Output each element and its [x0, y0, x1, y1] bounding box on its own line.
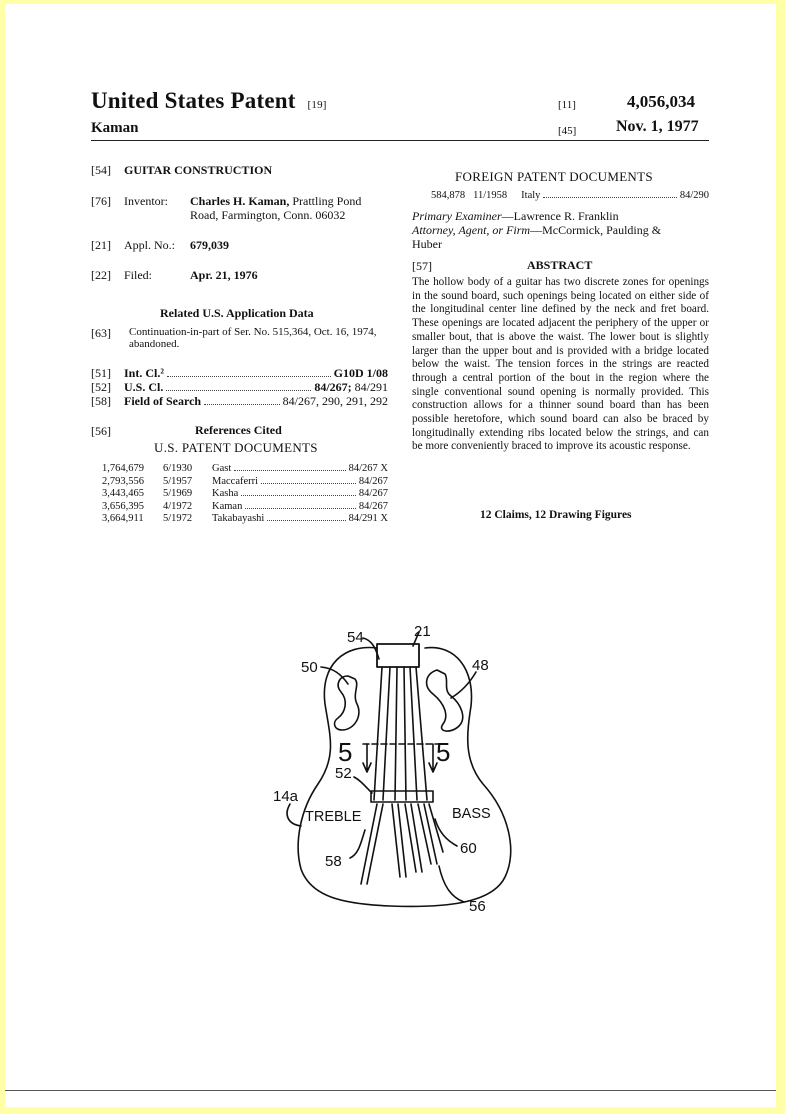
- attorney-label: Attorney, Agent, or Firm: [412, 223, 531, 237]
- inventor-inid: [76]: [91, 194, 111, 208]
- reference-number: 3,664,911: [102, 513, 144, 525]
- brace-5: [429, 804, 443, 852]
- brace-4: [418, 804, 437, 864]
- refs-heading: References Cited: [195, 423, 282, 437]
- us-cl-value: 84/291: [354, 380, 388, 394]
- foreign-date: 11/1958: [473, 190, 508, 201]
- brace-1: [361, 804, 383, 884]
- int-cl-inid: [51]: [91, 366, 111, 380]
- inventor-label: Inventor:: [124, 194, 168, 208]
- leader-60: [435, 819, 457, 846]
- foreign-class: 84/290: [679, 190, 709, 201]
- filed-label: Filed:: [124, 268, 153, 282]
- abstract-text: The hollow body of a guitar has two discrete zones for openings in the sound board, such openings being located on either side of the longitudinal center line defined by the neck and fret board. These openings are located adjacent the periphery of the upper or smaller bout, that is above the waist. The lower bout is slightly larger than the upper bout and is provided with a bridge located below the waist. The tension forces in the strings are reacted through a central portion of the bout in the region where the single conventional sound opening is normally provided. This construction allows for a thinner sound board than has been possible heretofore, which sound board can also be braced by longitudinally extending ribs located below the strings, and can be more conveniently braced to improve its acoustic response.: [412, 276, 709, 453]
- patent-date: Nov. 1, 1977: [616, 118, 699, 135]
- reference-class: 84/267: [358, 488, 388, 500]
- ref-60: 60: [460, 840, 477, 857]
- reference-number: 3,656,395: [102, 500, 144, 512]
- int-cl-value: G10D 1/08: [333, 366, 388, 380]
- reference-date: 6/1930: [163, 463, 193, 474]
- string-5: [410, 667, 417, 800]
- ref-5-left: 5: [338, 737, 353, 767]
- string-4: [404, 667, 406, 800]
- reference-name: Takabayashi: [212, 513, 265, 525]
- us-docs-heading: U.S. PATENT DOCUMENTS: [154, 440, 318, 455]
- appl-inid: [21]: [91, 238, 111, 252]
- appl-label: Appl. No.:: [124, 238, 175, 252]
- reference-date: 5/1969: [163, 488, 193, 500]
- patent-date-code: [45]: [558, 125, 577, 137]
- us-cl-label: U.S. Cl.: [124, 380, 164, 394]
- reference-number: 1,764,679: [102, 463, 144, 474]
- inventor-address-1: Prattling Pond: [292, 194, 362, 208]
- reference-class: 84/267: [358, 475, 388, 487]
- us-cl-inid: [52]: [91, 380, 111, 394]
- ref-56: 56: [469, 898, 486, 915]
- field-search-value: 84/267, 290, 291, 292: [282, 394, 388, 408]
- string-3: [395, 667, 397, 800]
- ref-21: 21: [414, 623, 431, 640]
- ref-48: 48: [472, 657, 489, 674]
- ref-50: 50: [301, 659, 318, 676]
- us-cl-value-main: 84/267;: [314, 380, 352, 394]
- refs-inid: [56]: [91, 424, 111, 438]
- filed-date: Apr. 21, 1976: [190, 268, 258, 282]
- cip-inid: [63]: [91, 326, 111, 340]
- ref-58: 58: [325, 853, 342, 870]
- reference-name: Gast: [212, 463, 232, 474]
- brace-2: [392, 804, 406, 877]
- claims-count: 12 Claims, 12 Drawing Figures: [480, 509, 632, 521]
- string-6: [416, 667, 427, 800]
- bottom-rule: [5, 1090, 776, 1091]
- patent-number: 4,056,034: [627, 92, 695, 111]
- leader-56: [439, 866, 464, 902]
- ref-5-right: 5: [436, 737, 451, 767]
- abstract-heading: ABSTRACT: [527, 258, 593, 272]
- patent-page: [5, 4, 776, 1107]
- filed-inid: [22]: [91, 268, 111, 282]
- bridge: [371, 791, 433, 802]
- reference-date: 5/1972: [163, 513, 193, 525]
- reference-name: Kaman: [212, 500, 243, 512]
- label-bass: BASS: [452, 806, 491, 822]
- cip-line-1: Continuation-in-part of Ser. No. 515,364, Oct. 16, 1974,: [129, 326, 377, 338]
- reference-class: 84/291 X: [348, 513, 388, 525]
- field-search-label: Field of Search: [124, 394, 202, 408]
- reference-name: Kasha: [212, 488, 239, 500]
- string-1: [374, 667, 382, 800]
- guitar-drawing: [5, 4, 776, 1107]
- patent-number-code: [11]: [558, 99, 576, 111]
- inventor-surname: Kaman: [91, 120, 139, 136]
- label-treble: TREBLE: [305, 809, 362, 825]
- foreign-docs-heading: FOREIGN PATENT DOCUMENTS: [455, 169, 653, 184]
- inventor-address-2: Road, Farmington, Conn. 06032: [190, 208, 346, 222]
- ref-14a: 14a: [273, 788, 299, 805]
- section-arrow-left: [363, 744, 371, 772]
- leader-14a: [287, 804, 301, 826]
- attorney-name: —McCormick, Paulding &: [530, 223, 662, 237]
- cip-line-2: abandoned.: [129, 338, 180, 350]
- int-cl-label: Int. Cl.²: [124, 366, 164, 380]
- related-data-heading: Related U.S. Application Data: [160, 306, 314, 320]
- appl-number: 679,039: [190, 238, 229, 252]
- reference-class: 84/267 X: [348, 463, 388, 474]
- title-code: [19]: [307, 99, 327, 111]
- ref-54: 54: [347, 629, 364, 646]
- title-text: United States Patent: [91, 88, 296, 113]
- reference-date: 4/1972: [163, 500, 193, 512]
- abstract-inid: [57]: [412, 259, 432, 273]
- primary-examiner-label: Primary Examiner: [412, 209, 502, 223]
- string-2: [383, 667, 390, 800]
- neck-block: [377, 644, 419, 667]
- invention-title: GUITAR CONSTRUCTION: [124, 163, 273, 177]
- foreign-country: Italy: [521, 190, 541, 201]
- reference-number: 2,793,556: [102, 475, 144, 487]
- ref-52: 52: [335, 765, 352, 782]
- title-inid: [54]: [91, 163, 111, 177]
- reference-class: 84/267: [358, 500, 388, 512]
- reference-number: 3,443,465: [102, 488, 144, 500]
- field-search-inid: [58]: [91, 394, 111, 408]
- sound-opening-right: [427, 670, 463, 731]
- primary-examiner-name: —Lawrence R. Franklin: [501, 209, 619, 223]
- reference-date: 5/1957: [163, 475, 193, 487]
- attorney-name-2: Huber: [412, 237, 442, 251]
- foreign-number: 584,878: [431, 190, 466, 201]
- inventor-name: Charles H. Kaman,: [190, 194, 290, 208]
- reference-name: Maccaferri: [212, 475, 259, 487]
- leader-58: [350, 830, 365, 858]
- sound-opening-left: [335, 676, 359, 730]
- leader-52: [354, 777, 372, 793]
